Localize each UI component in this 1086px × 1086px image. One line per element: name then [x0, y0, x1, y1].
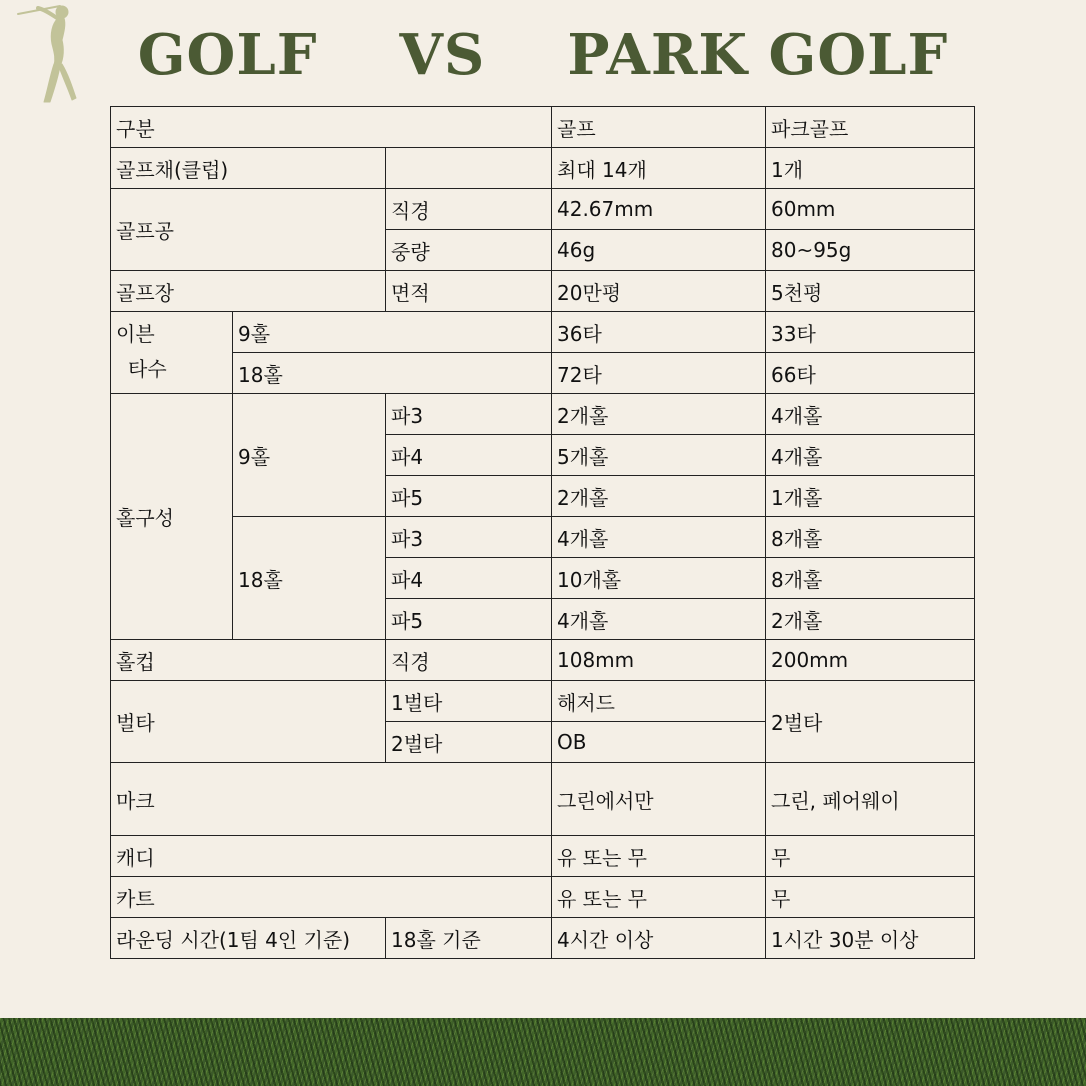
ball-diameter-park-cell: 60mm [766, 189, 975, 230]
ball-weight-golf-cell: 46g [552, 230, 766, 271]
even-18-golf-cell: 72타 [552, 353, 766, 394]
penalty-1-golf-cell: 해저드 [552, 681, 766, 722]
table-row-club [111, 148, 975, 189]
penalty-park-cell: 2벌타 [766, 681, 975, 763]
nine-par4-golf-cell: 5개홀 [552, 435, 766, 476]
eighteen-par5-par-cell: 파5 [386, 599, 552, 640]
composition-9-label-cell: 9홀 [233, 394, 386, 517]
round-park-cell: 1시간 30분 이상 [766, 918, 975, 959]
mark-park-cell: 그린, 페어웨이 [766, 763, 975, 836]
club-golf-cell: 최대 14개 [552, 148, 766, 189]
cart-golf-cell: 유 또는 무 [552, 877, 766, 918]
cup-golf-cell: 108mm [552, 640, 766, 681]
eighteen-par4-golf-cell: 10개홀 [552, 558, 766, 599]
table-row-even-18 [111, 353, 975, 394]
even-label-line1: 이븐 [116, 322, 155, 346]
eighteen-par3-park-cell: 8개홀 [766, 517, 975, 558]
table-row-cup [111, 640, 975, 681]
even-18-sub-cell: 18홀 [233, 353, 552, 394]
even-9-park-cell: 33타 [766, 312, 975, 353]
mark-label-cell: 마크 [111, 763, 552, 836]
table-row-mark [111, 763, 975, 836]
cart-label-cell: 카트 [111, 877, 552, 918]
course-golf-cell: 20만평 [552, 271, 766, 312]
cup-label-cell: 홀컵 [111, 640, 386, 681]
round-sub-cell: 18홀 기준 [386, 918, 552, 959]
table-row-penalty-1 [111, 681, 975, 722]
penalty-label-cell: 벌타 [111, 681, 386, 763]
caddie-park-cell: 무 [766, 836, 975, 877]
cup-park-cell: 200mm [766, 640, 975, 681]
course-sub-cell: 면적 [386, 271, 552, 312]
ball-diameter-sub-cell: 직경 [386, 189, 552, 230]
table-row-9-par3 [111, 394, 975, 435]
eighteen-par5-golf-cell: 4개홀 [552, 599, 766, 640]
composition-18-label-cell: 18홀 [233, 517, 386, 640]
club-sub-cell [386, 148, 552, 189]
table-row-caddie [111, 836, 975, 877]
table-row-18-par3 [111, 517, 975, 558]
nine-par3-park-cell: 4개홀 [766, 394, 975, 435]
nine-par3-golf-cell: 2개홀 [552, 394, 766, 435]
comparison-table [110, 106, 975, 959]
header-golf-cell: 골프 [552, 107, 766, 148]
course-label-cell: 골프장 [111, 271, 386, 312]
eighteen-par3-golf-cell: 4개홀 [552, 517, 766, 558]
club-park-cell: 1개 [766, 148, 975, 189]
composition-label-cell: 홀구성 [111, 394, 233, 640]
even-9-golf-cell: 36타 [552, 312, 766, 353]
even-label-line2: 타수 [128, 357, 167, 381]
caddie-golf-cell: 유 또는 무 [552, 836, 766, 877]
ball-weight-park-cell: 80~95g [766, 230, 975, 271]
grass-strip [0, 1018, 1086, 1086]
round-golf-cell: 4시간 이상 [552, 918, 766, 959]
course-park-cell: 5천평 [766, 271, 975, 312]
table-row-ball-diameter [111, 189, 975, 230]
table-row-even-9 [111, 312, 975, 353]
penalty-2-golf-cell: OB [552, 722, 766, 763]
header-category-cell: 구분 [111, 107, 552, 148]
nine-par5-golf-cell: 2개홀 [552, 476, 766, 517]
round-label-cell: 라운딩 시간(1팀 4인 기준) [111, 918, 386, 959]
even-9-sub-cell: 9홀 [233, 312, 552, 353]
cart-park-cell: 무 [766, 877, 975, 918]
penalty-1-sub-cell: 1벌타 [386, 681, 552, 722]
nine-par5-par-cell: 파5 [386, 476, 552, 517]
even-label-cell [111, 312, 233, 394]
eighteen-par3-par-cell: 파3 [386, 517, 552, 558]
caddie-label-cell: 캐디 [111, 836, 552, 877]
table-row-round-time [111, 918, 975, 959]
eighteen-par5-park-cell: 2개홀 [766, 599, 975, 640]
mark-golf-cell: 그린에서만 [552, 763, 766, 836]
nine-par4-par-cell: 파4 [386, 435, 552, 476]
nine-par4-park-cell: 4개홀 [766, 435, 975, 476]
header-park-golf-cell: 파크골프 [766, 107, 975, 148]
nine-par3-par-cell: 파3 [386, 394, 552, 435]
page-title: GOLF VS PARK GOLF [137, 22, 949, 88]
even-18-park-cell: 66타 [766, 353, 975, 394]
cup-sub-cell: 직경 [386, 640, 552, 681]
eighteen-par4-park-cell: 8개홀 [766, 558, 975, 599]
ball-weight-sub-cell: 중량 [386, 230, 552, 271]
ball-label-cell: 골프공 [111, 189, 386, 271]
table-row-course [111, 271, 975, 312]
table-row-cart [111, 877, 975, 918]
ball-diameter-golf-cell: 42.67mm [552, 189, 766, 230]
nine-par5-park-cell: 1개홀 [766, 476, 975, 517]
eighteen-par4-par-cell: 파4 [386, 558, 552, 599]
club-label-cell: 골프채(클럽) [111, 148, 386, 189]
penalty-2-sub-cell: 2벌타 [386, 722, 552, 763]
table-row-header [111, 107, 975, 148]
